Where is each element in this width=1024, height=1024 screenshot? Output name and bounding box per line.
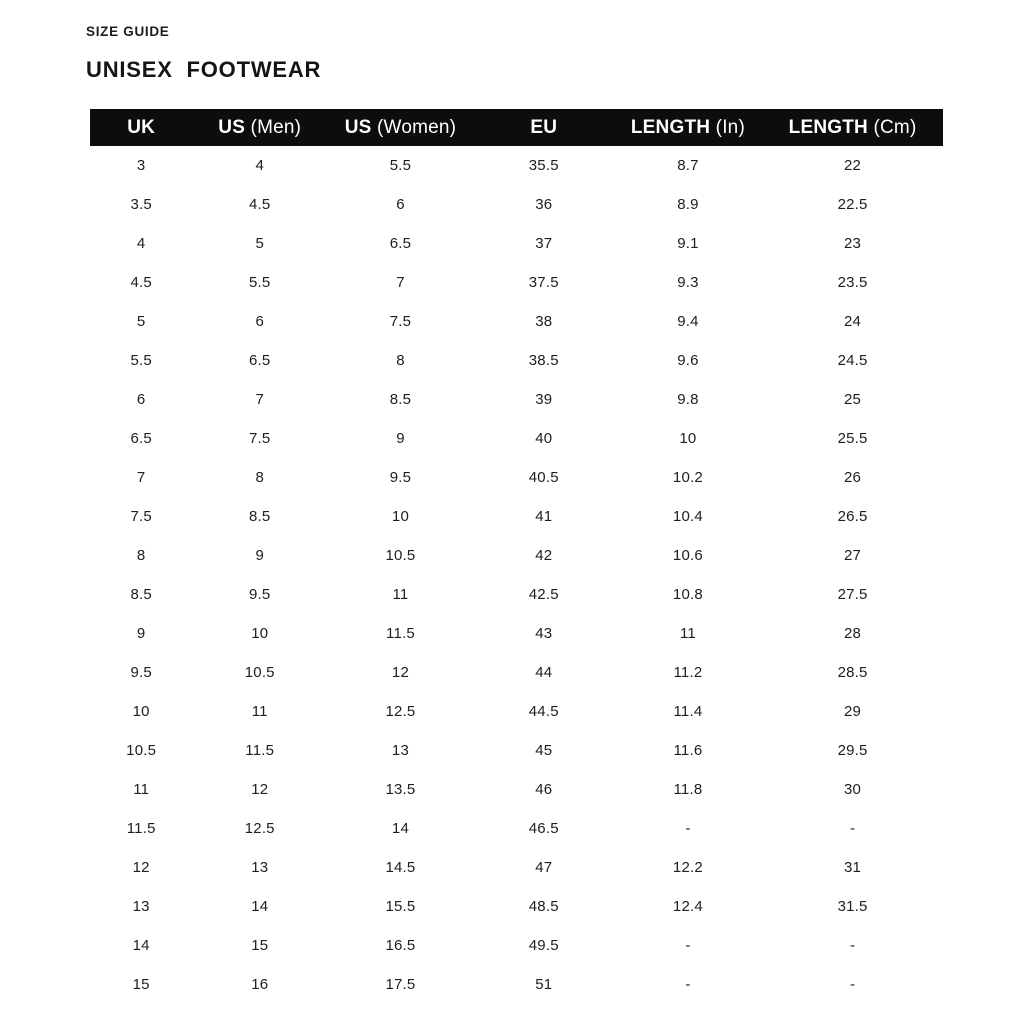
column-header-us-men [192,109,327,146]
size-cell: 6 [255,313,265,330]
table-row [90,341,943,380]
table-row [90,965,943,1004]
table-header-row [90,109,943,146]
size-cell: 30 [844,781,862,798]
size-cell: 15.5 [385,898,416,915]
size-cell: 5.5 [389,157,412,174]
size-cell: 8.5 [130,586,152,603]
size-cell: 31 [844,859,862,876]
size-cell: 7 [136,469,146,486]
size-cell: 11.8 [673,781,703,798]
size-cell: 11.2 [673,664,703,681]
size-cell: 7 [396,274,405,291]
size-cell: 9.5 [389,469,412,486]
column-header-us-women [327,109,474,146]
size-cell: 7.5 [389,313,412,330]
size-cell: 11.5 [245,742,275,759]
table-row [90,887,943,926]
column-header-eu [474,109,614,146]
size-cell: 5.5 [249,274,271,291]
table-row [90,848,943,887]
size-cell: 23.5 [837,274,868,291]
column-header-suffix: (In) [710,116,745,138]
size-cell: 11 [251,703,268,720]
column-header-length-cm [762,109,943,146]
size-cell: 28 [844,625,862,642]
size-cell: 10.5 [126,742,157,759]
size-cell: 10 [251,625,269,642]
size-cell: 13 [132,898,150,915]
size-cell: 10.5 [385,547,416,564]
size-cell: 24 [844,313,862,330]
size-cell: 7 [255,391,265,408]
column-header-suffix: (Cm) [867,116,917,138]
table-row [90,263,943,302]
size-cell: 42 [535,547,553,564]
size-cell: 45 [535,742,553,759]
size-cell: 29 [844,703,862,720]
table-row [90,458,943,497]
size-cell: 9.3 [677,274,699,291]
size-cell: 46 [535,781,553,798]
size-cell: 29.5 [837,742,868,759]
column-header-suffix: (Men) [245,116,302,138]
size-cell: 11.5 [386,625,415,642]
size-cell: 15 [251,937,269,954]
size-cell: 9.1 [677,235,699,252]
size-cell: 10 [391,508,410,525]
size-cell: 4 [136,235,146,252]
column-header-label: UK [127,116,156,138]
size-guide-eyebrow: SIZE GUIDE [86,24,170,39]
size-cell: 6.5 [249,352,271,369]
size-cell: 11 [133,781,150,798]
size-cell: 5 [136,313,146,330]
size-cell: 12 [132,859,150,876]
size-cell: 4 [255,157,265,174]
size-cell: 25 [844,391,862,408]
size-cell: 10 [132,703,150,720]
size-cell: 9.5 [249,586,271,603]
size-cell: 13 [251,859,269,876]
size-cell: 10.6 [672,547,703,564]
table-row [90,497,943,536]
size-cell: 46.5 [528,820,559,837]
size-cell: 14 [132,937,150,954]
column-header-label: US [218,116,246,138]
size-cell: 37 [535,235,553,252]
size-cell: 44.5 [528,703,559,720]
size-cell: 36 [535,196,553,213]
size-cell: 49.5 [528,937,559,954]
size-cell: 9.6 [677,352,699,369]
size-cell: 23 [844,235,862,252]
size-cell: 12.5 [385,703,416,720]
size-cell: 14.5 [385,859,416,876]
size-cell: 8.5 [249,508,271,525]
size-cell: 3 [136,157,146,174]
size-cell: 40.5 [528,469,559,486]
table-row [90,185,943,224]
size-cell: 9 [136,625,146,642]
size-cell: 37.5 [528,274,559,291]
size-cell: 12 [251,781,269,798]
size-cell: - [685,937,691,954]
size-cell: 11 [392,586,409,603]
size-cell: 8 [136,547,146,564]
size-cell: 8 [255,469,265,486]
size-cell: 7.5 [130,508,152,525]
size-cell: 8.5 [389,391,412,408]
size-cell: 11.5 [126,820,156,837]
size-cell: 5 [255,235,265,252]
size-cell: 16.5 [385,937,416,954]
size-cell: 35.5 [528,157,559,174]
size-cell: - [849,820,856,837]
column-header-label: US [344,116,372,138]
size-conversion-table [90,109,943,1004]
table-row [90,419,943,458]
column-header-label: LENGTH [630,116,711,138]
size-cell: 42.5 [528,586,559,603]
column-header-uk [90,109,192,146]
size-cell: 25.5 [837,430,868,447]
size-cell: 38.5 [528,352,559,369]
size-cell: 11.6 [673,742,703,759]
size-cell: 3.5 [130,196,152,213]
column-header-label: LENGTH [788,116,868,138]
size-cell: 12.2 [672,859,703,876]
column-header-label: EU [530,116,558,138]
size-cell: 44 [535,664,553,681]
size-cell: - [685,976,691,993]
size-cell: 8.7 [677,157,699,174]
size-cell: 28.5 [837,664,868,681]
size-cell: 51 [535,976,553,993]
size-cell: 12.4 [672,898,703,915]
size-cell: 31.5 [837,898,868,915]
size-cell: 16 [251,976,269,993]
size-cell: - [685,820,691,837]
table-row [90,770,943,809]
table-row [90,536,943,575]
table-row [90,692,943,731]
size-cell: 22.5 [837,196,868,213]
size-cell: 13 [391,742,410,759]
size-cell: 10 [679,430,697,447]
size-cell: 10.8 [672,586,703,603]
size-cell: 14 [251,898,269,915]
table-row [90,809,943,848]
size-cell: 8 [396,352,405,369]
size-cell: 26 [844,469,862,486]
size-cell: 41 [535,508,553,525]
column-header-length-in [614,109,762,146]
table-row [90,224,943,263]
size-cell: 5.5 [130,352,152,369]
size-cell: 9.8 [677,391,699,408]
size-cell: 26.5 [837,508,868,525]
size-cell: 14 [391,820,410,837]
size-cell: 24.5 [837,352,868,369]
size-cell: 43 [535,625,553,642]
size-cell: 6 [396,196,405,213]
size-cell: - [849,937,856,954]
size-cell: 48.5 [528,898,559,915]
size-cell: 9.4 [677,313,699,330]
size-cell: 10.4 [672,508,703,525]
table-row [90,302,943,341]
page-title: UNISEX FOOTWEAR [86,57,322,82]
table-row [90,380,943,419]
size-cell: 6.5 [130,430,152,447]
size-cell: 13.5 [385,781,416,798]
table-row [90,614,943,653]
size-cell: 11 [679,625,696,642]
column-header-suffix: (Women) [371,116,457,138]
size-cell: 47 [535,859,553,876]
table-row [90,731,943,770]
size-cell: 12.5 [244,820,275,837]
size-cell: 40 [535,430,553,447]
table-row [90,146,943,185]
size-cell: 9 [255,547,265,564]
size-cell: 12 [391,664,410,681]
table-row [90,575,943,614]
size-cell: 6 [136,391,146,408]
size-cell: 4.5 [249,196,271,213]
size-cell: 17.5 [385,976,416,993]
size-cell: 38 [535,313,553,330]
size-cell: 10.5 [244,664,275,681]
size-cell: 11.4 [673,703,703,720]
size-cell: 7.5 [249,430,271,447]
size-cell: 10.2 [672,469,703,486]
size-cell: 6.5 [389,235,412,252]
size-cell: - [849,976,856,993]
size-cell: 9 [396,430,405,447]
table-row [90,653,943,692]
size-cell: 27 [844,547,862,564]
size-cell: 9.5 [130,664,152,681]
size-cell: 27.5 [837,586,868,603]
size-cell: 22 [844,157,862,174]
size-cell: 8.9 [677,196,699,213]
size-cell: 15 [132,976,150,993]
size-cell: 4.5 [130,274,152,291]
table-row [90,926,943,965]
size-cell: 39 [535,391,553,408]
